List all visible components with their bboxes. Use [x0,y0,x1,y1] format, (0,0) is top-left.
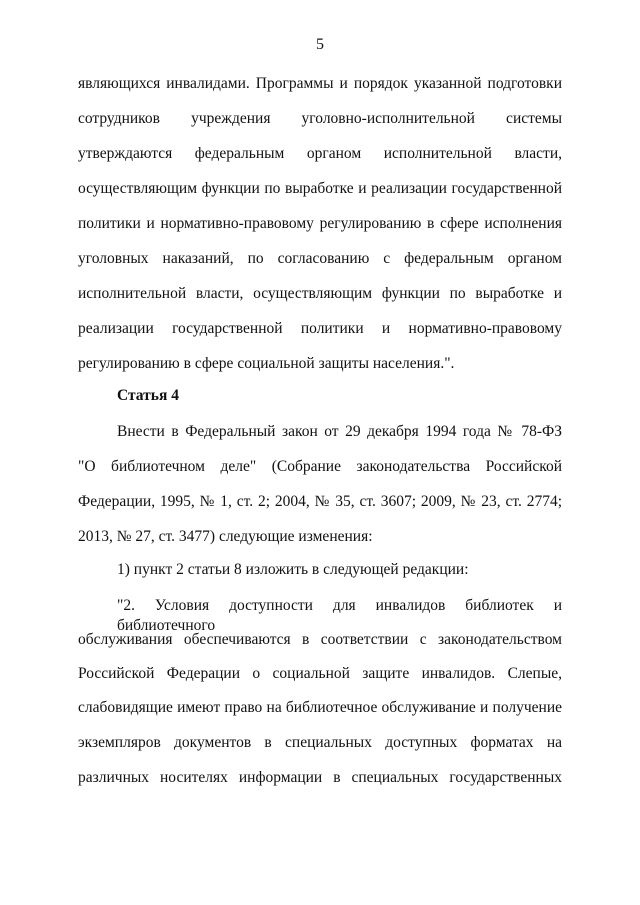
text-line: экземпляров документов в специальных доступных форматах на [78,734,562,751]
text-line: 2013, № 27, ст. 3477) следующие изменения: [78,528,373,545]
text-line: утверждаются федеральным органом исполнительной власти, [78,145,562,162]
text-line: 1) пункт 2 статьи 8 изложить в следующей редакции: [117,561,469,578]
text-line: осуществляющим функции по выработке и реализации государственной [78,180,562,197]
article-heading: Статья 4 [117,387,179,404]
text-line: Федерации, 1995, № 1, ст. 2; 2004, № 35, ст. 3607; 2009, № 23, ст. 2774; [78,493,562,510]
text-line: Российской Федерации о социальной защите инвалидов. Слепые, [78,665,562,682]
page-number: 5 [316,36,324,53]
text-line: Внести в Федеральный закон от 29 декабря 1994 года № 78-ФЗ [117,423,562,440]
text-line: являющихся инвалидами. Программы и порядок указанной подготовки [78,75,562,92]
text-line: слабовидящие имеют право на библиотечное обслуживание и получение [78,699,562,716]
text-line: "2. Условия доступности для инвалидов библиотек и библиотечного [117,597,562,634]
text-line: политики и нормативно-правовому регулированию в сфере исполнения [78,215,562,232]
text-line: сотрудников учреждения уголовно-исполнительной системы [78,110,562,127]
text-line: исполнительной власти, осуществляющим функции по выработке и [78,285,562,302]
text-line: уголовных наказаний, по согласованию с федеральным органом [78,250,562,267]
text-line: "О библиотечном деле" (Собрание законодательства Российской [78,458,562,475]
text-line: реализации государственной политики и нормативно-правовому [78,320,562,337]
text-line: различных носителях информации в специальных государственных [78,769,562,786]
text-line: обслуживания обеспечиваются в соответствии с законодательством [78,631,562,648]
text-line: регулированию в сфере социальной защиты населения.". [78,355,455,372]
